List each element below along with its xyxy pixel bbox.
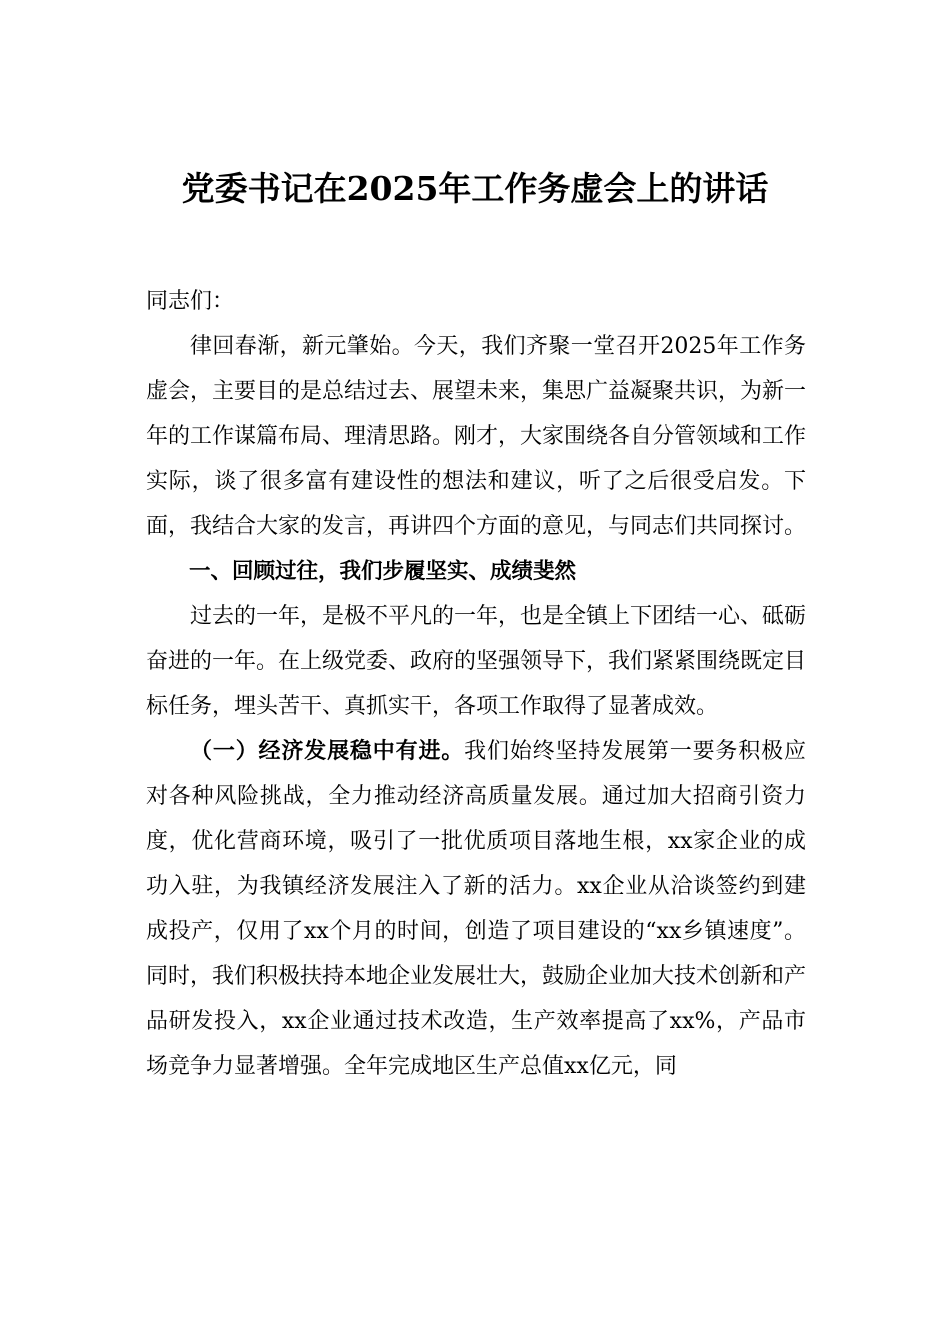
intro-paragraph: 律回春渐，新元肇始。今天，我们齐聚一堂召开2025年工作务虚会，主要目的是总结过去、展望未来，集思广益凝聚共识，为新一年的工作谋篇布局、理清思路。刚才，大家围绕各自分管领域和工作实际，谈了很多富有建设性的想法和建议，听了之后很受启发。下面，我结合大家的发言，再讲四个方面的意见，与同志们共同探讨。: [146, 334, 807, 539]
document-title: 党委书记在2025年工作务虚会上的讲话: [181, 169, 769, 208]
section-1-intro-paragraph: 过去的一年，是极不平凡的一年，也是全镇上下团结一心、砥砺奋进的一年。在上级党委、政府的坚强领导下，我们紧紧围绕既定目标任务，埋头苦干、真抓实干，各项工作取得了显著成效。: [146, 604, 807, 719]
greeting: 同志们：: [146, 289, 235, 314]
subsection-1-paragraph: [146, 729, 806, 1089]
subsection-1-heading: （一）经济发展稳中有进。: [190, 739, 465, 764]
document-body: [146, 279, 806, 1089]
subsection-1-body: 我们始终坚持发展第一要务积极应对各种风险挑战，全力推动经济高质量发展。通过加大招商引资力度，优化营商环境，吸引了一批优质项目落地生根，xx家企业的成功入驻，为我镇经济发展注入了新的活力。xx企业从洽谈签约到建成投产，仅用了xx个月的时间，创造了项目建设的“xx乡镇速度”。同时，我们积极扶持本地企业发展壮大，鼓励企业加大技术创新和产品研发投入，xx企业通过技术改造，生产效率提高了xx%，产品市场竞争力显著增强。全年完成地区生产总值xx亿元，同: [146, 739, 807, 1079]
section-1-heading: 一、回顾过往，我们步履坚实、成绩斐然: [189, 559, 577, 584]
